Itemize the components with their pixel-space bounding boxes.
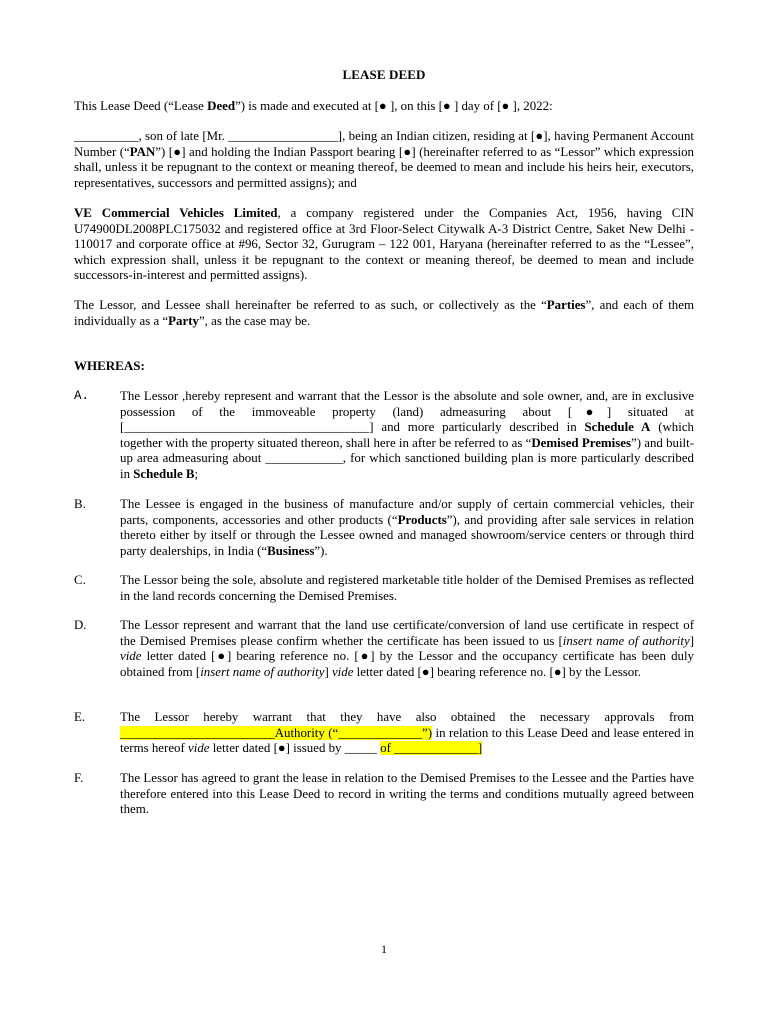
recital-c: The Lessor being the sole, absolute and registered marketable title holder of the Demised Premises as reflected in the land records concerning the Demised Premises. xyxy=(120,573,694,603)
page-number: 1 xyxy=(381,942,387,956)
recital-c-label: C. xyxy=(74,573,86,587)
highlighted-of: of _____________] xyxy=(380,741,483,756)
recital-e-label: E. xyxy=(74,710,86,724)
intro-paragraph: This Lease Deed (“Lease Deed”) is made and executed at [● ], on this [● ] day of [● ], 2022: xyxy=(74,99,553,113)
recital-a-label: A. xyxy=(74,389,90,403)
document-title: LEASE DEED xyxy=(342,67,426,82)
recital-a: The Lessor ,hereby represent and warrant that the Lessor is the absolute and sole owner, and, are in exclusive possession of the immoveable property (land) admeasuring about [●] situated at [______________________________________] and more particularly described in Schedule A (which together with the property situated thereon, shall here in after be referred to as “Demised Premises”) and built-up area admeasuring about ____________, for which sanctioned building plan is more particularly described in Schedule B; xyxy=(120,389,695,481)
whereas-heading: WHEREAS: xyxy=(74,358,145,373)
lessee-paragraph: VE Commercial Vehicles Limited, a company registered under the Companies Act, 1956, having CIN U74900DL2008PLC175032 and registered office at 3rd Floor-Select Citywalk A-3 District Centre, Saket New Delhi - 110017 and corporate office at #96, Sector 32, Gurugram – 122 001, Haryana (hereinafter referred to as the “Lessee”, which expression shall, unless it be repugnant to the context or meaning thereof, be deemed to mean and include successors-in-interest and permitted assigns). xyxy=(74,206,694,283)
recital-d: The Lessor represent and warrant that the land use certificate/conversion of land use certificate in respect of the Demised Premises please confirm whether the certificate has been issued to us [insert name of authority] vide letter dated [●] bearing reference no. [●] by the Lessor and the occupancy certificate has been duly obtained from [insert name of authority] vide letter dated [●] bearing reference no. [●] by the Lessor. xyxy=(120,618,694,679)
recital-d-label: D. xyxy=(74,618,87,632)
recital-b: The Lessee is engaged in the business of manufacture and/or supply of certain commercial vehicles, their parts, components, accessories and other products (“Products”), and providing after sale services in relation thereto either by itself or through the Lessee owned and managed showroom/service centers or through third party dealerships, in India (“Business”). xyxy=(120,497,694,558)
recital-f-label: F. xyxy=(74,771,84,785)
highlighted-authority: ________________________Authority (“_____________”) xyxy=(120,725,433,740)
recital-b-label: B. xyxy=(74,497,86,511)
parties-paragraph: The Lessor, and Lessee shall hereinafter be referred to as such, or collectively as the “Parties”, and each of them individually as a “Party”, as the case may be. xyxy=(74,298,694,328)
recital-f: The Lessor has agreed to grant the lease in relation to the Demised Premises to the Lessee and the Parties have therefore entered into this Lease Deed to record in writing the terms and conditions mutually agreed between them. xyxy=(120,771,694,817)
lessor-paragraph: __________, son of late [Mr. _________________], being an Indian citizen, residing at [●], having Permanent Account Number (“PAN”) [●] and holding the Indian Passport bearing [●] (hereinafter referred to as “Lessor” which expression shall, unless it be repugnant to the context or meaning thereof, be deemed to mean and include his heirs heir, executors, representatives, successors and permitted assigns); and xyxy=(74,129,694,190)
recital-e: The Lessor hereby warrant that they have also obtained the necessary approvals from ________________________Authority (“_____________”) in relation to this Lease Deed and lease entered in terms hereof vide letter dated [●] issued by _____ of _____________] xyxy=(120,710,694,756)
